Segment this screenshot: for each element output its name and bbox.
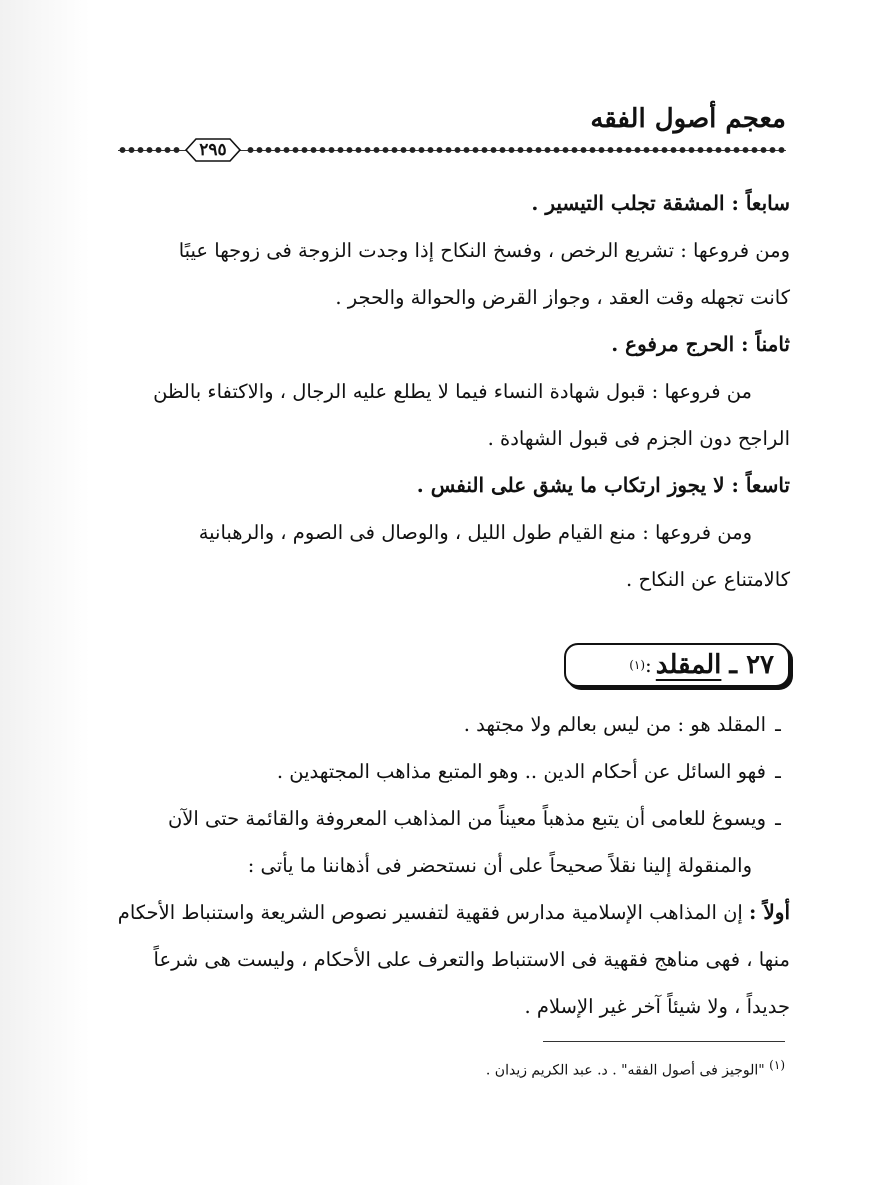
ornament-dots-right bbox=[246, 145, 786, 155]
paragraph-line: جديداً ، ولا شيئاً آخر غير الإسلام . bbox=[524, 995, 790, 1018]
footnote-text: "الوجيز فى أصول الفقه" . د. عبد الكريم زيدان . bbox=[485, 1062, 765, 1079]
bullet-text: فهو السائل عن أحكام الدين .. وهو المتبع مذاهب المجتهدين . bbox=[276, 760, 766, 783]
paragraph-line: الراجح دون الجزم فى قبول الشهادة . bbox=[487, 427, 790, 450]
paragraph-line: كانت تجهله وقت العقد ، وجواز القرض والحوالة والحجر . bbox=[335, 286, 790, 309]
bullet-text: المقلد هو : من ليس بعالم ولا مجتهد . bbox=[463, 713, 766, 736]
point-text: إن المذاهب الإسلامية مدارس فقهية لتفسير نصوص الشريعة واستنباط الأحكام bbox=[117, 901, 743, 924]
bullet-item bbox=[112, 701, 790, 748]
heading-ninth: تاسعاً : لا يجوز ارتكاب ما يشق على النفس . bbox=[416, 473, 790, 497]
bullet-item bbox=[112, 748, 790, 795]
page-content bbox=[112, 180, 790, 1030]
paragraph-line: والمنقولة إلينا نقلاً صحيحاً على أن نستحضر فى أذهاننا ما يأتى : bbox=[247, 854, 752, 877]
page-number: ٢٩٥ bbox=[199, 140, 227, 160]
bullet-dash: ـ bbox=[775, 807, 781, 830]
section-title: المقلد bbox=[655, 650, 722, 680]
bullet-dash: ـ bbox=[775, 760, 781, 783]
ornament-dots-left bbox=[118, 145, 180, 155]
paragraph-line: منها ، فهى مناهج فقهية فى الاستنباط والتعرف على الأحكام ، وليست هى شرعاً bbox=[153, 948, 790, 971]
page-header bbox=[118, 100, 786, 158]
paragraph-line: من فروعها : قبول شهادة النساء فيما لا يطلع عليه الرجال ، والاكتفاء بالظن bbox=[153, 380, 752, 403]
heading-eighth: ثامناً : الحرج مرفوع . bbox=[611, 332, 790, 356]
paragraph-line: ومن فروعها : منع القيام طول الليل ، والوصال فى الصوم ، والرهبانية bbox=[198, 521, 752, 544]
section-title-box bbox=[564, 643, 790, 687]
heading-seventh: سابعاً : المشقة تجلب التيسير . bbox=[531, 191, 790, 215]
section-number: ٢٧ ـ bbox=[729, 650, 774, 680]
book-title: معجم أصول الفقه bbox=[590, 104, 786, 134]
point-first bbox=[112, 889, 790, 936]
footnote-separator bbox=[543, 1041, 785, 1042]
footnote-marker: (١) bbox=[769, 1058, 785, 1072]
paragraph-line: ومن فروعها : تشريع الرخص ، وفسخ النكاح إذا وجدت الزوجة فى زوجها عيبًا bbox=[178, 239, 790, 262]
page-number-badge bbox=[184, 137, 242, 163]
footnote bbox=[486, 1058, 785, 1079]
section-header-area bbox=[112, 603, 790, 701]
footnote-ref: (١) bbox=[629, 658, 646, 672]
paragraph-line: كالامتناع عن النكاح . bbox=[626, 568, 790, 591]
section-colon: : bbox=[645, 653, 652, 677]
page-edge-shadow bbox=[0, 0, 90, 1185]
header-ornament bbox=[118, 142, 786, 158]
point-label: أولاً : bbox=[749, 900, 790, 924]
bullet-item bbox=[112, 795, 790, 842]
bullet-dash: ـ bbox=[775, 713, 781, 736]
bullet-text: ويسوغ للعامى أن يتبع مذهباً معيناً من المذاهب المعروفة والقائمة حتى الآن bbox=[167, 807, 766, 830]
